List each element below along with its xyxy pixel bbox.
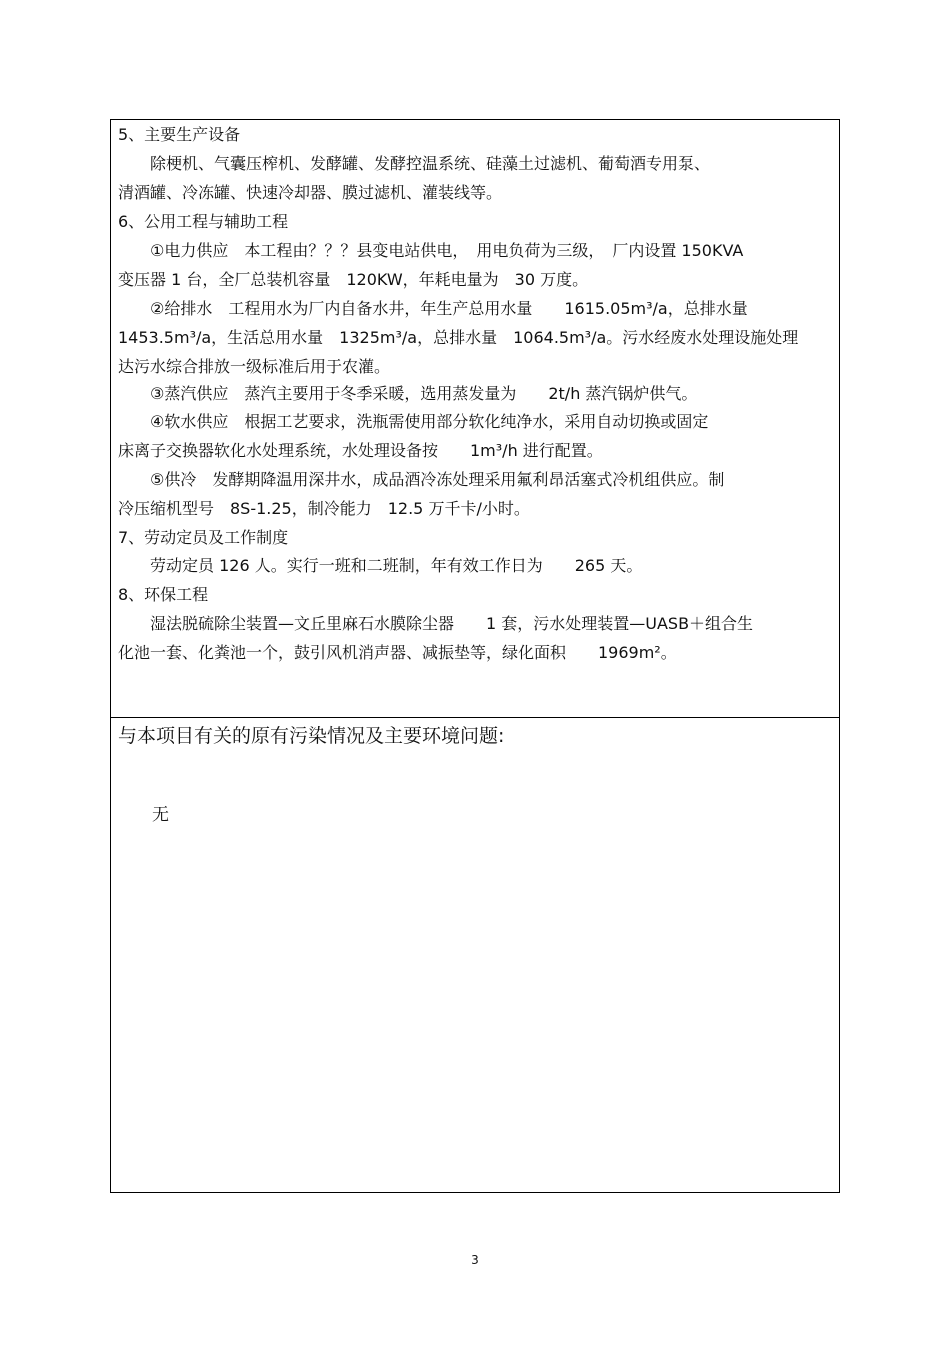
pollution-section-content: 无 (152, 805, 169, 825)
soft-water-line-1: ④软水供应 根据工艺要求，洗瓶需使用部分软化纯净水，采用自动切换或固定 (150, 412, 709, 431)
staffing-line: 劳动定员 126 人。实行一班和二班制，年有效工作日为 265 天。 (150, 556, 643, 575)
env-protection-line-2: 化池一套、化粪池一个，鼓引风机消声器、减振垫等，绿化面积 1969m²。 (118, 643, 677, 662)
steam-supply-line: ③蒸汽供应 蒸汽主要用于冬季采暖，选用蒸发量为 2t/h 蒸汽锅炉供气。 (150, 384, 698, 403)
cooling-line-1: ⑤供冷 发酵期降温用深井水，成品酒冷冻处理采用氟利昂活塞式冷机组供应。制 (150, 470, 725, 489)
form-table (110, 119, 840, 1193)
water-supply-line-3: 达污水综合排放一级标准后用于农灌。 (118, 357, 391, 376)
water-supply-line-1: ②给排水 工程用水为厂内自备水井，年生产总用水量 1615.05m³/a，总排水量 (150, 299, 748, 318)
pollution-section-title: 与本项目有关的原有污染情况及主要环境问题: (118, 725, 505, 747)
power-supply-line-2: 变压器 1 台，全厂总装机容量 120KW，年耗电量为 30 万度。 (118, 270, 589, 289)
page-number: 3 (471, 1253, 479, 1267)
water-supply-line-2: 1453.5m³/a，生活总用水量 1325m³/a，总排水量 1064.5m³/a。污水经废水处理设施处理 (118, 328, 799, 347)
heading-main-equipment: 5、主要生产设备 (118, 125, 241, 144)
heading-utilities: 6、公用工程与辅助工程 (118, 212, 289, 231)
env-protection-line-1: 湿法脱硫除尘装置—文丘里麻石水膜除尘器 1 套，污水处理装置—UASB＋组合生 (150, 614, 754, 633)
section-divider (111, 717, 839, 718)
heading-staffing: 7、劳动定员及工作制度 (118, 528, 289, 547)
soft-water-line-2: 床离子交换器软化水处理系统，水处理设备按 1m³/h 进行配置。 (118, 441, 603, 460)
equipment-line-2: 清酒罐、冷冻罐、快速冷却器、膜过滤机、灌装线等。 (118, 183, 503, 202)
equipment-line-1: 除梗机、气囊压榨机、发酵罐、发酵控温系统、硅藻土过滤机、葡萄酒专用泵、 (150, 154, 711, 173)
cooling-line-2: 冷压缩机型号 8S-1.25，制冷能力 12.5 万千卡/小时。 (118, 499, 530, 518)
heading-env-protection: 8、环保工程 (118, 585, 209, 604)
power-supply-line-1: ①电力供应 本工程由？？？县变电站供电， 用电负荷为三级， 厂内设置 150KVA (150, 241, 744, 260)
